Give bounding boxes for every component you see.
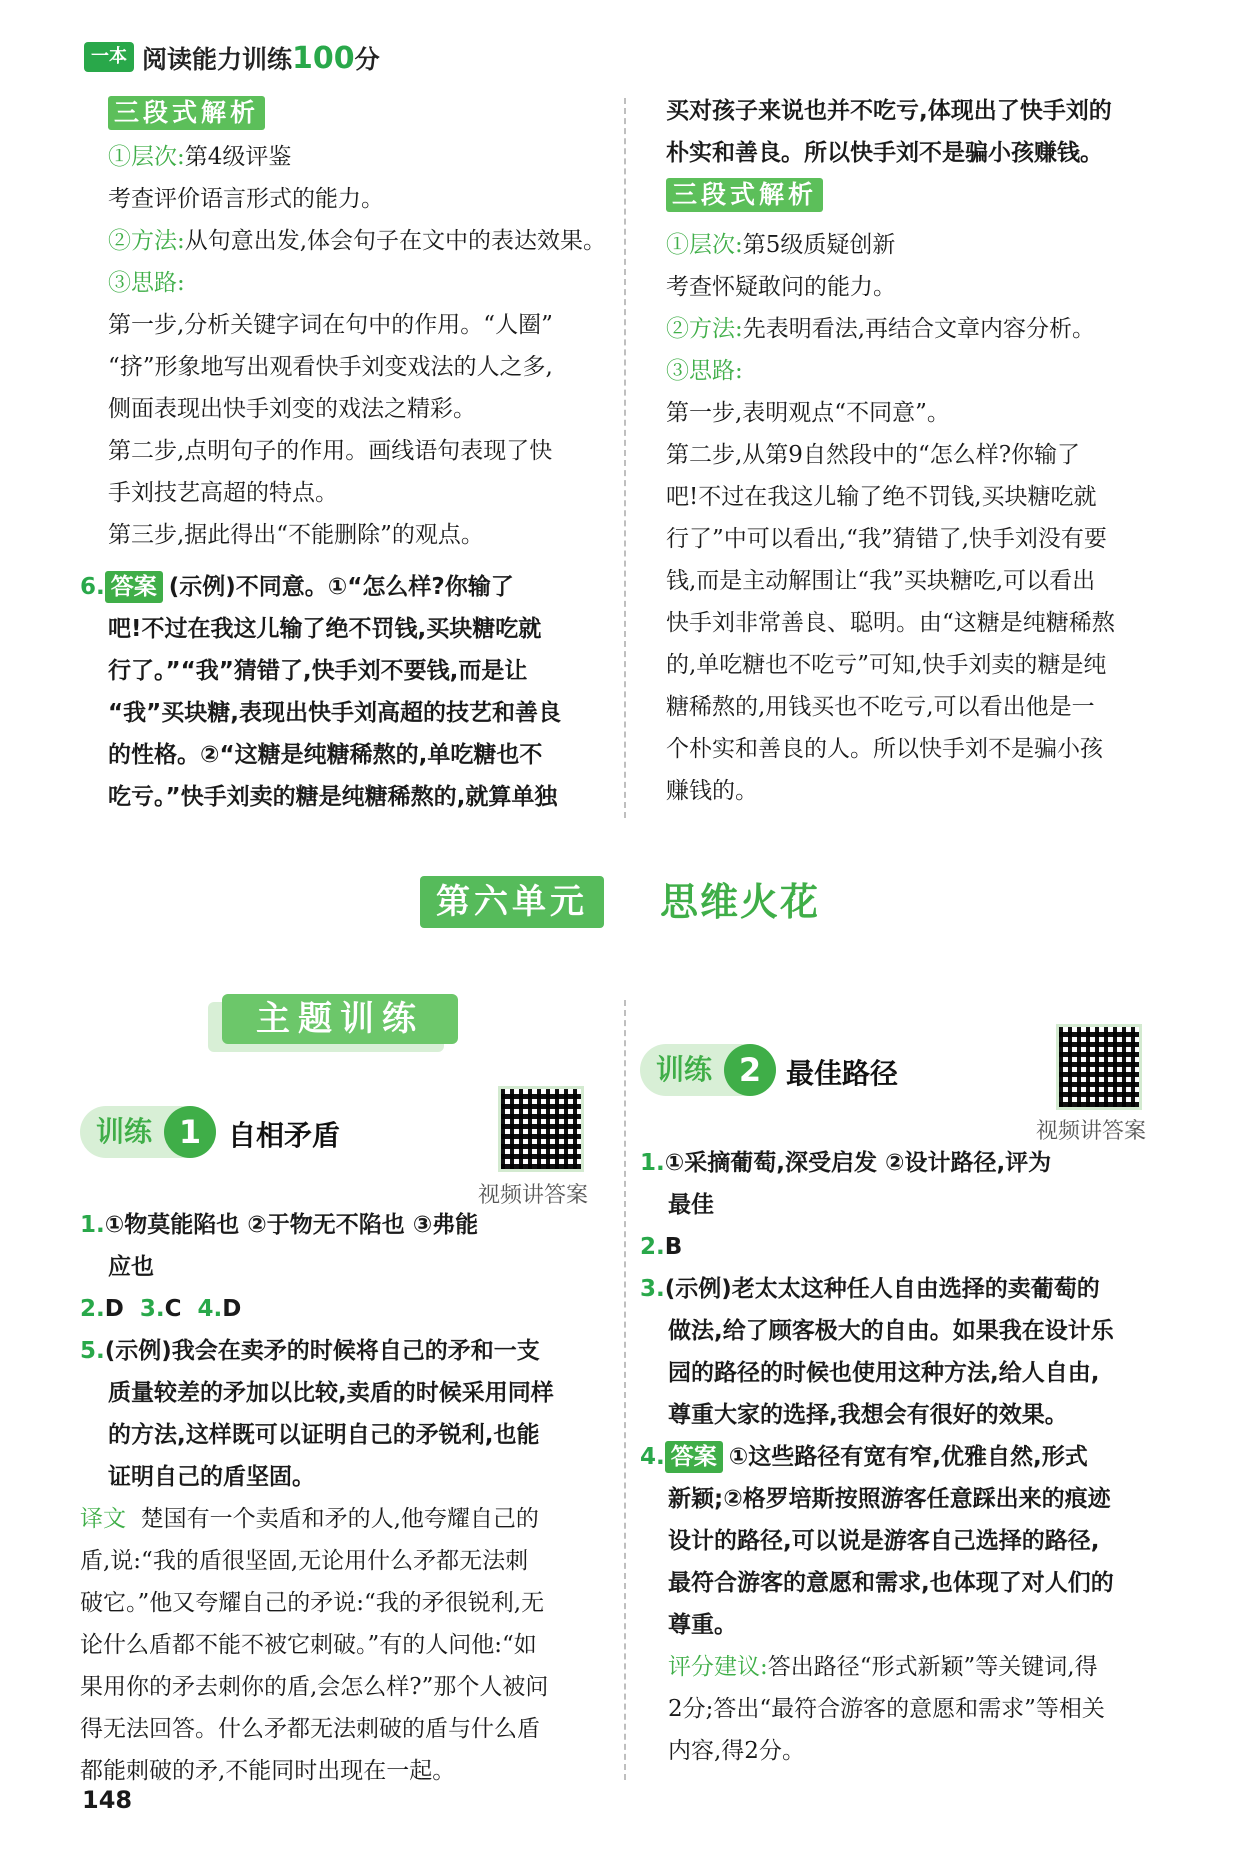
- answer-tag: 答案: [105, 571, 163, 603]
- q6-line: [80, 566, 620, 608]
- q6-line: 吧!不过在我这儿输了绝不罚钱,买块糖吃就: [108, 616, 542, 642]
- score-line: [640, 1646, 1180, 1688]
- q6-line: 的性格。②“这糖是纯糖稀熬的,单吃糖也不: [108, 742, 543, 768]
- q3-number: 3.: [640, 1276, 665, 1302]
- q4-text: ①这些路径有宽有窄,优雅自然,形式: [728, 1444, 1088, 1470]
- translation-line: 都能刺破的矛,不能同时出现在一起。: [80, 1758, 456, 1784]
- q2-number: 2.: [80, 1296, 105, 1322]
- step-line: 第三步,据此得出“不能删除”的观点。: [108, 522, 484, 548]
- page-number: 148: [82, 1786, 133, 1814]
- method-text: 先表明看法,再结合文章内容分析。: [742, 316, 1096, 342]
- method-line: [108, 220, 628, 262]
- q4-answer: D: [222, 1296, 242, 1322]
- answer-line: [640, 1142, 1180, 1184]
- thinking-line: [108, 262, 628, 304]
- translation-line: 论什么盾都不能不被它刺破。”有的人问他:“如: [80, 1632, 537, 1658]
- answer-line: 质量较差的矛加以比较,卖盾的时候采用同样: [108, 1380, 554, 1406]
- q4-number: 4.: [197, 1296, 223, 1322]
- thinking-label: ③思路:: [108, 270, 185, 296]
- q2-answer: D: [104, 1296, 124, 1322]
- step-line: 个朴实和善良的人。所以快手刘不是骗小孩: [666, 736, 1103, 762]
- q6-line: 行了。”“我”猜错了,快手刘不要钱,而是让: [108, 658, 528, 684]
- training-1-pill: [80, 1106, 216, 1158]
- answer-line: 尊重大家的选择,我想会有很好的效果。: [668, 1402, 1068, 1428]
- method-line: [666, 308, 1186, 350]
- continue-line: 买对孩子来说也并不吃亏,体现出了快手刘的: [666, 98, 1112, 124]
- theme-training-title: 主题训练: [222, 994, 458, 1044]
- step-line: 赚钱的。: [666, 778, 758, 804]
- translation-line: 盾,说:“我的盾很坚固,无论用什么矛都无法刺: [80, 1548, 529, 1574]
- right-top-column: [666, 90, 1186, 812]
- thinking-label: ③思路:: [666, 358, 743, 384]
- book-title: [142, 40, 380, 76]
- answer-line: 新颖;②格罗培斯按照游客任意踩出来的痕迹: [668, 1486, 1111, 1512]
- q1-number: 1.: [80, 1212, 105, 1238]
- level-label: ①层次:: [108, 144, 185, 170]
- training-1-answers: [80, 1204, 620, 1792]
- answer-line: 应也: [108, 1254, 154, 1280]
- step-line: 糖稀熬的,用钱买也不吃亏,可以看出他是一: [666, 694, 1095, 720]
- question-6: [80, 566, 620, 818]
- answer-line: 最佳: [668, 1192, 714, 1218]
- series-logo: 一本: [84, 42, 134, 72]
- step-line: “挤”形象地写出观看快手刘变戏法的人之多,: [108, 354, 553, 380]
- training-2-pill: [640, 1044, 776, 1096]
- training-1-title: 自相矛盾: [228, 1119, 341, 1152]
- answer-line: 设计的路径,可以说是游客自己选择的路径,: [668, 1528, 1100, 1554]
- step-line: 钱,而是主动解围让“我”买块糖吃,可以看出: [666, 568, 1096, 594]
- q4-number: 4.: [640, 1444, 665, 1470]
- step-line: 侧面表现出快手刘变的戏法之精彩。: [108, 396, 476, 422]
- step-line: 第一步,分析关键字词在句中的作用。“人圈”: [108, 312, 553, 338]
- q5-text: (示例)我会在卖矛的时候将自己的矛和一支: [104, 1338, 540, 1364]
- answer-line: 园的路径的时候也使用这种方法,给人自由,: [668, 1360, 1100, 1386]
- training-2-answers: [640, 1142, 1180, 1772]
- translation-label: 译文: [80, 1506, 126, 1532]
- level-line: [666, 224, 1186, 266]
- step-line: 第一步,表明观点“不同意”。: [666, 400, 950, 426]
- continue-line: 朴实和善良。所以快手刘不是骗小孩赚钱。: [666, 140, 1103, 166]
- answer-line: [80, 1204, 620, 1246]
- qr-code-icon[interactable]: [498, 1086, 584, 1172]
- step-line: 行了”中可以看出,“我”猜错了,快手刘没有要: [666, 526, 1107, 552]
- translation-line: 果用你的矛去刺你的盾,会怎么样?”那个人被问: [80, 1674, 549, 1700]
- book-title-score: 100: [292, 41, 355, 76]
- level-label: ①层次:: [666, 232, 743, 258]
- q6-number: 6.: [80, 574, 105, 600]
- analysis-tag: 三段式解析: [108, 96, 265, 130]
- step-line: 快手刘非常善良、聪明。由“这糖是纯糖稀熬: [666, 610, 1115, 636]
- step-line: 手刘技艺高超的特点。: [108, 480, 338, 506]
- qr-code-icon[interactable]: [1056, 1024, 1142, 1110]
- answer-line: [80, 1330, 620, 1372]
- answer-line: [80, 1288, 620, 1330]
- answer-line: [640, 1226, 1180, 1268]
- level-desc: 考查怀疑敢问的能力。: [666, 274, 896, 300]
- q1-text: ①物莫能陷也 ②于物无不陷也 ③弗能: [104, 1212, 479, 1238]
- q2-answer: B: [664, 1234, 683, 1260]
- level-text: 第5级质疑创新: [742, 232, 896, 258]
- training-number: 1: [164, 1106, 216, 1158]
- book-title-prefix: 阅读能力训练: [142, 45, 293, 74]
- step-line: 第二步,点明句子的作用。画线语句表现了快: [108, 438, 553, 464]
- score-text: 答出路径“形式新颖”等关键词,得: [767, 1654, 1098, 1680]
- training-number: 2: [724, 1044, 776, 1096]
- answer-line: 的方法,这样既可以证明自己的矛锐利,也能: [108, 1422, 540, 1448]
- translation-line: 破它。”他又夸耀自己的矛说:“我的矛很锐利,无: [80, 1590, 545, 1616]
- answer-tag: 答案: [665, 1441, 723, 1473]
- book-title-suffix: 分: [354, 45, 380, 74]
- q3-answer: C: [164, 1296, 182, 1322]
- unit-title: 第六单元: [420, 876, 604, 928]
- step-line: 第二步,从第9自然段中的“怎么样?你输了: [666, 442, 1081, 468]
- step-line: 吧!不过在我这儿输了绝不罚钱,买块糖吃就: [666, 484, 1097, 510]
- translation-line: [80, 1498, 620, 1540]
- level-desc: 考查评价语言形式的能力。: [108, 186, 384, 212]
- left-top-column: [108, 96, 628, 556]
- answer-line: [640, 1436, 1180, 1478]
- method-text: 从句意出发,体会句子在文中的表达效果。: [184, 228, 607, 254]
- level-line: [108, 136, 628, 178]
- thinking-line: [666, 350, 1186, 392]
- score-label: 评分建议:: [668, 1654, 768, 1680]
- q6-line: 吃亏。”快手刘卖的糖是纯糖稀熬的,就算单独: [108, 784, 558, 810]
- unit-subtitle: 思维火花: [660, 880, 821, 924]
- q1-number: 1.: [640, 1150, 665, 1176]
- qr-caption: 视频讲答案: [1036, 1119, 1147, 1144]
- method-label: ②方法:: [108, 228, 185, 254]
- method-label: ②方法:: [666, 316, 743, 342]
- translation-line: 得无法回答。什么矛都无法刺破的盾与什么盾: [80, 1716, 540, 1742]
- score-line: 内容,得2分。: [668, 1738, 805, 1764]
- training-label: 训练: [656, 1053, 713, 1086]
- answer-line: 证明自己的盾坚固。: [108, 1464, 315, 1490]
- qr-caption: 视频讲答案: [478, 1183, 589, 1208]
- q2-number: 2.: [640, 1234, 665, 1260]
- q3-text: (示例)老太太这种任人自由选择的卖葡萄的: [664, 1276, 1100, 1302]
- analysis-tag: 三段式解析: [666, 178, 823, 212]
- column-divider-bottom: [624, 1000, 626, 1780]
- step-line: 的,单吃糖也不吃亏”可知,快手刘卖的糖是纯: [666, 652, 1107, 678]
- q1-text: ①采摘葡萄,深受启发 ②设计路径,评为: [664, 1150, 1052, 1176]
- answer-line: 尊重。: [668, 1612, 737, 1638]
- answer-line: 最符合游客的意愿和需求,也体现了对人们的: [668, 1570, 1114, 1596]
- answer-line: 做法,给了顾客极大的自由。如果我在设计乐: [668, 1318, 1114, 1344]
- q5-number: 5.: [80, 1338, 105, 1364]
- level-text: 第4级评鉴: [184, 144, 292, 170]
- training-2-title: 最佳路径: [786, 1057, 899, 1090]
- q6-text: (示例)不同意。①“怎么样?你输了: [168, 574, 514, 600]
- translation-text: 楚国有一个卖盾和矛的人,他夸耀自己的: [140, 1506, 539, 1532]
- answer-line: [640, 1268, 1180, 1310]
- score-line: 2分;答出“最符合游客的意愿和需求”等相关: [668, 1696, 1105, 1722]
- q3-number: 3.: [139, 1296, 165, 1322]
- q6-line: “我”买块糖,表现出快手刘高超的技艺和善良: [108, 700, 561, 726]
- training-label: 训练: [96, 1115, 153, 1148]
